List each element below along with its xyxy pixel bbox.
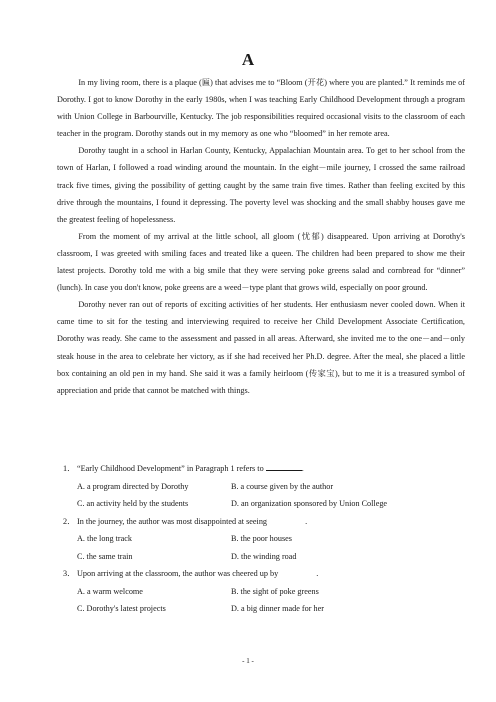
question-number: 2． <box>63 516 76 526</box>
question-3 <box>57 565 465 618</box>
page-number: - 1 - <box>242 657 254 665</box>
option-c: C. an activity held by the students <box>77 499 189 508</box>
answer-blank <box>269 515 308 526</box>
question-text: “Early Childhood Development” in Paragraph 1 refers to <box>77 464 264 473</box>
answer-blank <box>266 461 302 471</box>
question-1 <box>57 460 465 513</box>
question-text-end: . <box>301 464 304 473</box>
question-number: 3． <box>63 569 76 578</box>
paragraph-3: From the moment of my arrival at the little school, all gloom (忧郁) disappeared. Upon arriving at Dorothy's classroom, I was greeted with smiling faces and treated like a queen. The children had been prepared to show me their latest projects. Dorothy told me with a big smile that they were serving poke greens salad and cornbread for “dinner” (lunch). In case you don't know, poke greens are a weed－type plant that grows wild, especially on poor ground. <box>57 231 465 293</box>
option-d: D. a big dinner made for her <box>231 604 324 613</box>
option-b: B. a course given by the author <box>231 481 334 491</box>
question-number: 1． <box>63 464 76 473</box>
option-d: D. an organization sponsored by Union College <box>231 499 388 508</box>
option-d: D. the winding road <box>231 551 297 561</box>
question-text-end: . <box>316 569 319 578</box>
option-c: C. the same train <box>77 551 133 561</box>
passage-title: A <box>241 50 255 69</box>
question-list <box>57 460 465 618</box>
option-grid <box>57 478 465 513</box>
question-2 <box>57 513 465 566</box>
answer-blank <box>280 567 319 578</box>
option-c: C. Dorothy's latest projects <box>77 604 166 613</box>
question-stem <box>57 565 465 583</box>
option-a: A. the long track <box>77 534 133 543</box>
paragraph-1: In my living room, there is a plaque (匾) that advises me to “Bloom (开花) where you are planted.” It reminds me of Dorothy. I got to know Dorothy in the early 1980s, when I was teaching Early Childhood Development through a program with Union College in Barbourville, Kentucky. The job responsibilities required occasional visits to the classroom of each teacher in the program. Dorothy stands out in my memory as one who “bloomed” in her remote area. <box>57 78 465 139</box>
question-text-end: . <box>305 516 308 526</box>
passage-body <box>57 74 465 399</box>
question-text: In the journey, the author was most disappointed at seeing <box>77 516 268 526</box>
option-b: B. the poor houses <box>231 534 292 543</box>
option-a: A. a warm welcome <box>77 586 143 596</box>
question-stem <box>57 460 465 478</box>
option-grid <box>57 583 465 618</box>
question-text: Upon arriving at the classroom, the author was cheered up by <box>77 569 279 578</box>
option-grid <box>57 530 465 565</box>
question-stem <box>57 513 465 531</box>
option-b: B. the sight of poke greens <box>231 586 319 596</box>
paragraph-2: Dorothy taught in a school in Harlan County, Kentucky, Appalachian Mountain area. To get to her school from the town of Harlan, I followed a road winding around the mountain. In the eight－mile journey, I crossed the same railroad track five times, giving the possibility of getting caught by the same train five times. Rather than feeling excited by this drive through the mountains, I found it depressing. The poverty level was shocking and the small shabby houses gave me the greatest feeling of hopelessness. <box>57 146 465 224</box>
paragraph-4: Dorothy never ran out of reports of exciting activities of her students. Her enthusiasm never cooled down. When it came time to sit for the testing and interviewing required to receive her Child Development Associate Certification, Dorothy was ready. She came to the assessment and passed in all areas. Afterward, she invited me to the one－and－only steak house in the area to celebrate her victory, as if she had received her Ph.D. degree. After the meal, she placed a little box containing an old pen in my hand. She said it was a family heirloom (传家宝), but to me it is a treasured symbol of appreciation and pride that cannot be matched with things. <box>57 300 465 395</box>
option-a: A. a program directed by Dorothy <box>77 481 189 491</box>
